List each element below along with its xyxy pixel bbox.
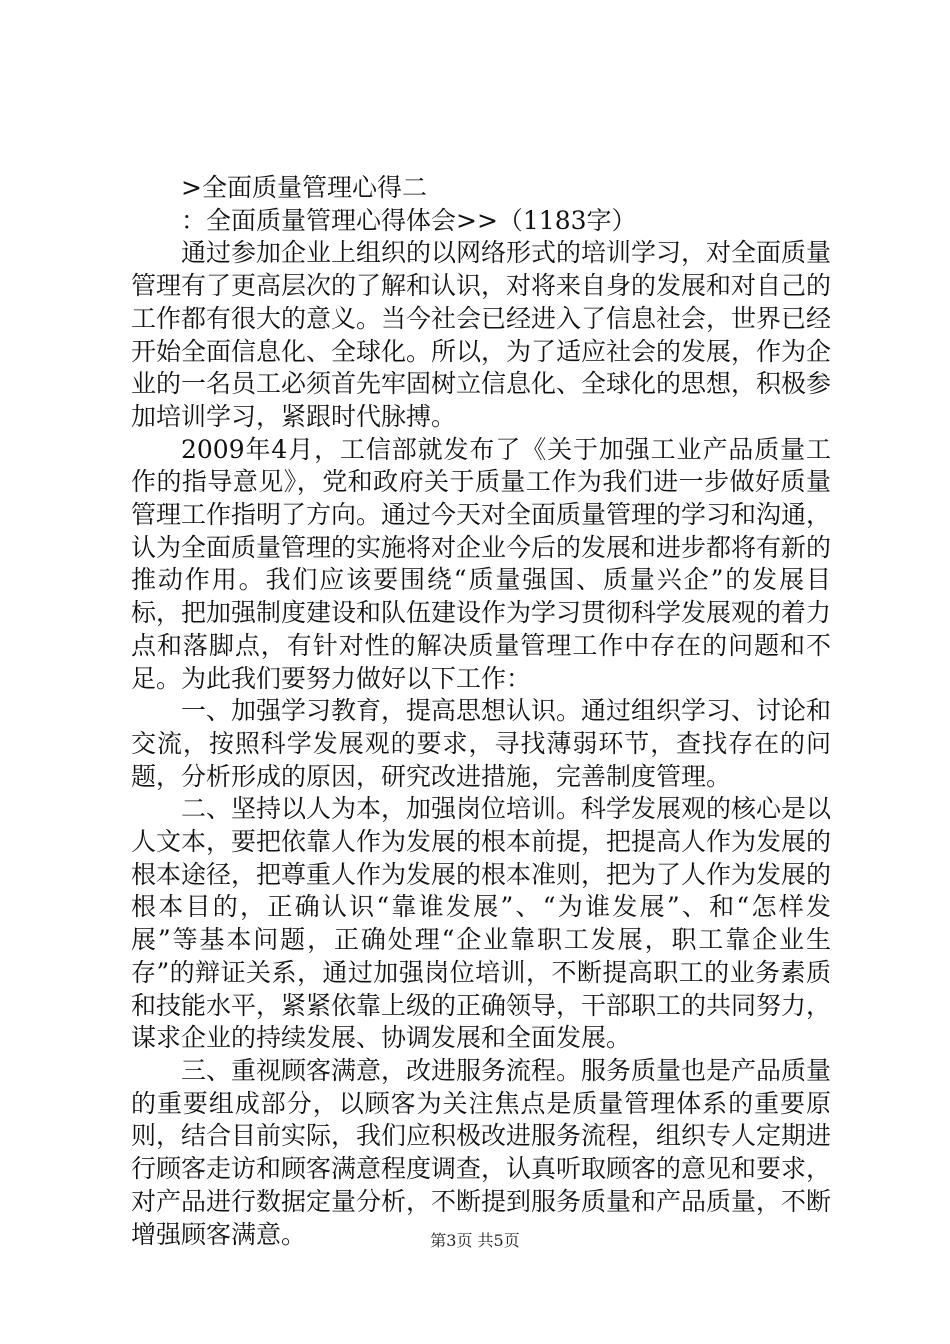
document-body (131, 172, 831, 1251)
page-number-footer: 第3页 共5页 (430, 1231, 520, 1250)
paragraph-point-two: 二、坚持以人为本，加强岗位培训。科学发展观的核心是以人文本，要把依靠人作为发展的根本前提，把提高人作为发展的根本途径，把尊重人作为发展的根本准则，把为了人作为发展的根本目的，正确认识“靠谁发展”、“为谁发展”、和“怎样发展”等基本问题，正确处理“企业靠职工发展，职工靠企业生存”的辩证关系，通过加强岗位培训，不断提高职工的业务素质和技能水平，紧紧依靠上级的正确领导，干部职工的共同努力，谋求企业的持续发展、协调发展和全面发展。 (131, 794, 832, 1053)
paragraph-guidance: 2009年4月，工信部就发布了《关于加强工业产品质量工作的指导意见》，党和政府关于质量工作为我们进一步做好质量管理工作指明了方向。通过今天对全面质量管理的学习和沟通，认为全面质量管理的实施将对企业今后的发展和进步都将有新的推动作用。我们应该要围绕“质量强国、质量兴企”的发展目标，把加强制度建设和队伍建设作为学习贯彻科学发展观的着力点和落脚点，有针对性的解决质量管理工作中存在的问题和不足。为此我们要努力做好以下工作： (131, 434, 832, 693)
paragraph-point-three: 三、重视顾客满意，改进服务流程。服务质量也是产品质量的重要组成部分，以顾客为关注焦点是质量管理体系的重要原则，结合目前实际，我们应积极改进服务流程，组织专人定期进行顾客走访和顾客满意程度调查，认真听取顾客的意见和要求，对产品进行数据定量分析，不断提到服务质量和产品质量，不断增强顾客满意。 (131, 1055, 832, 1249)
heading-line-1: >全面质量管理心得二 (181, 173, 427, 202)
paragraph-intro: 通过参加企业上组织的以网络形式的培训学习，对全面质量管理有了更高层次的了解和认识，对将来自身的发展和对自己的工作都有很大的意义。当今社会已经进入了信息社会，世界已经开始全面信息化、全球化。所以，为了适应社会的发展，作为企业的一名员工必须首先牢固树立信息化、全球化的思想，积极参加培训学习，紧跟时代脉搏。 (131, 238, 832, 431)
paragraph-point-one: 一、加强学习教育，提高思想认识。通过组织学习、讨论和交流，按照科学发展观的要求，寻找薄弱环节，查找存在的问题，分析形成的原因，研究改进措施，完善制度管理。 (131, 696, 832, 791)
heading-line-2: ：全面质量管理心得体会>>（1183字） (181, 205, 637, 235)
